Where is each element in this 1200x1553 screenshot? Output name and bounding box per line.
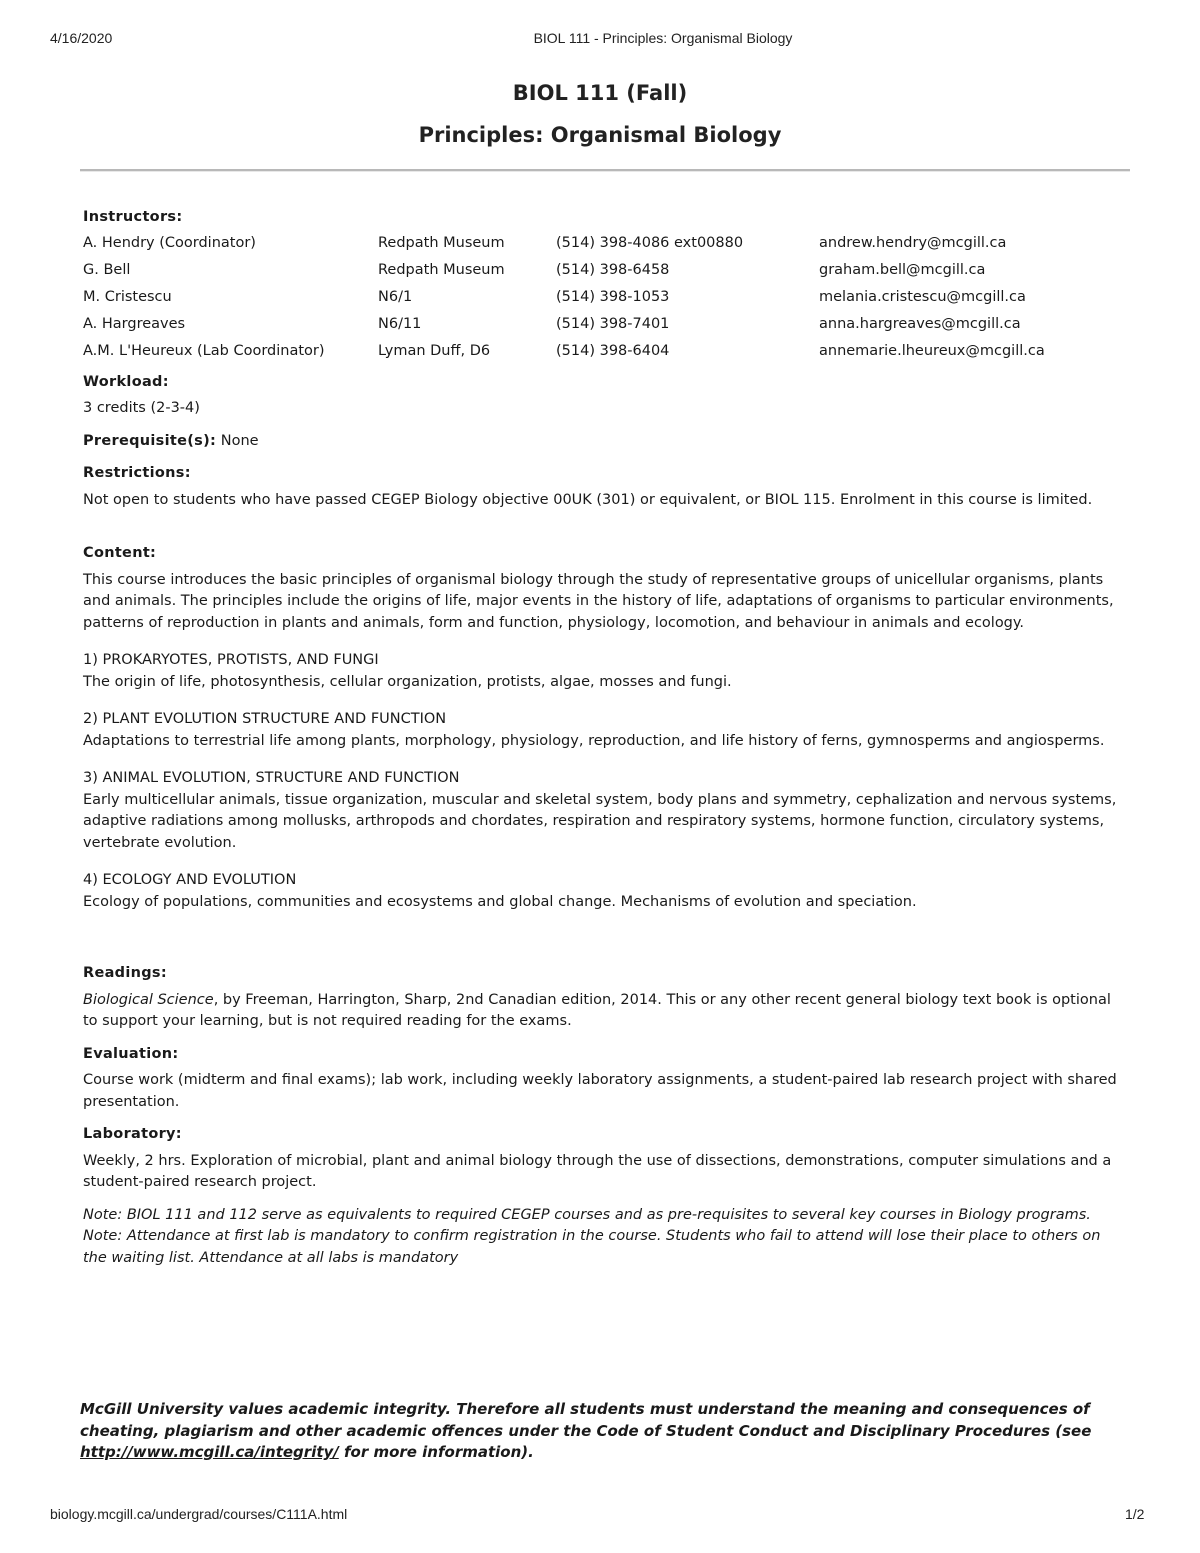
instructor-name: A. Hargreaves (83, 316, 186, 333)
content-label: Content: (83, 545, 157, 561)
section-heading: 1) PROKARYOTES, PROTISTS, AND FUNGI (83, 652, 379, 668)
instructor-name: A.M. L'Heureux (Lab Coordinator) (83, 343, 325, 360)
prerequisites-line (83, 431, 1128, 453)
section-heading: 4) ECOLOGY AND EVOLUTION (83, 872, 297, 888)
integrity-text-end: for more information). (338, 1443, 534, 1461)
content-intro: This course introduces the basic principles of organismal biology through the study of representative groups of unicellular organisms, plants and animals. The principles include the origins of life, major events in the history of life, adaptations of organisms to particular environments, patterns of reproduction in plants and animals, form and function, physiology, locomotion, and behaviour in animals and ecology. (83, 571, 1114, 631)
section-text: Early multicellular animals, tissue organization, muscular and skeletal system, body plans and symmetry, cephalization and nervous systems, adaptive radiations among mollusks, arthropods and chordates, respiration and respiratory systems, hormone function, circulatory systems, vertebrate evolution. (83, 791, 1117, 851)
print-date: 4/16/2020 (50, 30, 113, 46)
restrictions-text: Not open to students who have passed CEGEP Biology objective 00UK (301) or equivalent, or BIOL 115. Enrolment in this course is limited. (83, 491, 1093, 508)
instructor-phone: (514) 398-6458 (556, 262, 670, 279)
instructor-name: G. Bell (83, 262, 131, 279)
print-page-title: BIOL 111 - Principles: Organismal Biology (533, 30, 793, 46)
content-section (83, 768, 1128, 854)
readings-text (83, 990, 1128, 1033)
prerequisites-label: Prerequisite(s): (83, 432, 217, 449)
instructors-table (83, 231, 1045, 366)
instructor-phone: (514) 398-1053 (556, 289, 670, 306)
instructor-row (83, 231, 1045, 258)
section-heading: 2) PLANT EVOLUTION STRUCTURE AND FUNCTION (83, 711, 447, 727)
instructor-office: Redpath Museum (378, 235, 505, 252)
instructor-email: graham.bell@mcgill.ca (819, 262, 986, 279)
laboratory-note-attendance: Note: Attendance at first lab is mandatory to confirm registration in the course. Students who fail to attend will lose their place to others on the waiting list. Attendance at all labs is mandatory (83, 1228, 1101, 1266)
instructor-email: anna.hargreaves@mcgill.ca (819, 316, 1021, 333)
integrity-statement (80, 1399, 1130, 1464)
page-number: 1/2 (1125, 1506, 1145, 1522)
section-text: Adaptations to terrestrial life among plants, morphology, physiology, reproduction, and life history of ferns, gymnosperms and angiosperms. (83, 732, 1105, 749)
section-text: The origin of life, photosynthesis, cellular organization, protists, algae, mosses and fungi. (83, 673, 732, 690)
instructor-phone: (514) 398-7401 (556, 316, 670, 333)
instructor-row (83, 312, 1045, 339)
instructors-label: Instructors: (83, 209, 183, 225)
instructor-email: andrew.hendry@mcgill.ca (819, 235, 1007, 252)
course-code-title: BIOL 111 (Fall) (512, 81, 688, 105)
section-heading: 3) ANIMAL EVOLUTION, STRUCTURE AND FUNCTION (83, 770, 460, 786)
content-section (83, 709, 1128, 752)
restrictions-label: Restrictions: (83, 465, 191, 481)
readings-description: , by Freeman, Harrington, Sharp, 2nd Canadian edition, 2014. This or any other recent general biology text book is optional to support your learning, but is not required reading for the exams. (83, 991, 1111, 1029)
course-details (83, 207, 1128, 1269)
section-text: Ecology of populations, communities and ecosystems and global change. Mechanisms of evolution and speciation. (83, 893, 917, 910)
integrity-link[interactable]: http://www.mcgill.ca/integrity/ (80, 1443, 339, 1461)
readings-book-title: Biological Science (83, 991, 214, 1008)
laboratory-label: Laboratory: (83, 1126, 182, 1142)
instructor-name: A. Hendry (Coordinator) (83, 235, 256, 252)
laboratory-note-prerequisites: Note: BIOL 111 and 112 serve as equivalents to required CEGEP courses and as pre-requisites to several key courses in Biology programs. (83, 1206, 1091, 1223)
instructor-row (83, 285, 1045, 312)
evaluation-label: Evaluation: (83, 1045, 179, 1062)
instructor-row (83, 339, 1045, 366)
evaluation-text: Course work (midterm and final exams); lab work, including weekly laboratory assignments, a student-paired lab research project with shared presentation. (83, 1072, 1117, 1110)
instructor-email: annemarie.lheureux@mcgill.ca (819, 343, 1045, 360)
content-section (83, 870, 1128, 913)
instructor-office: N6/1 (378, 289, 413, 306)
content-section (83, 650, 1128, 693)
workload-label: Workload: (83, 373, 169, 390)
readings-label: Readings: (83, 965, 167, 981)
course-name-title: Principles: Organismal Biology (418, 123, 782, 147)
instructor-phone: (514) 398-6404 (556, 343, 670, 360)
instructor-name: M. Cristescu (83, 289, 172, 306)
laboratory-text: Weekly, 2 hrs. Exploration of microbial, plant and animal biology through the use of dissections, demonstrations, computer simulations and a student-paired research project. (83, 1152, 1112, 1190)
instructor-office: N6/11 (378, 316, 422, 333)
instructor-email: melania.cristescu@mcgill.ca (819, 289, 1026, 306)
integrity-text: McGill University values academic integrity. Therefore all students must understand the meaning and consequences of cheating, plagiarism and other academic offences under the Code of Student Conduct and Disciplinary Procedures (see (80, 1400, 1092, 1440)
instructor-phone: (514) 398-4086 ext00880 (556, 235, 744, 252)
instructor-office: Lyman Duff, D6 (378, 343, 491, 360)
instructor-row (83, 258, 1045, 285)
prerequisites-value: None (220, 432, 259, 449)
workload-value: 3 credits (2-3-4) (83, 400, 200, 416)
title-divider (80, 169, 1130, 172)
print-url: biology.mcgill.ca/undergrad/courses/C111A.html (50, 1506, 348, 1522)
instructor-office: Redpath Museum (378, 262, 505, 279)
